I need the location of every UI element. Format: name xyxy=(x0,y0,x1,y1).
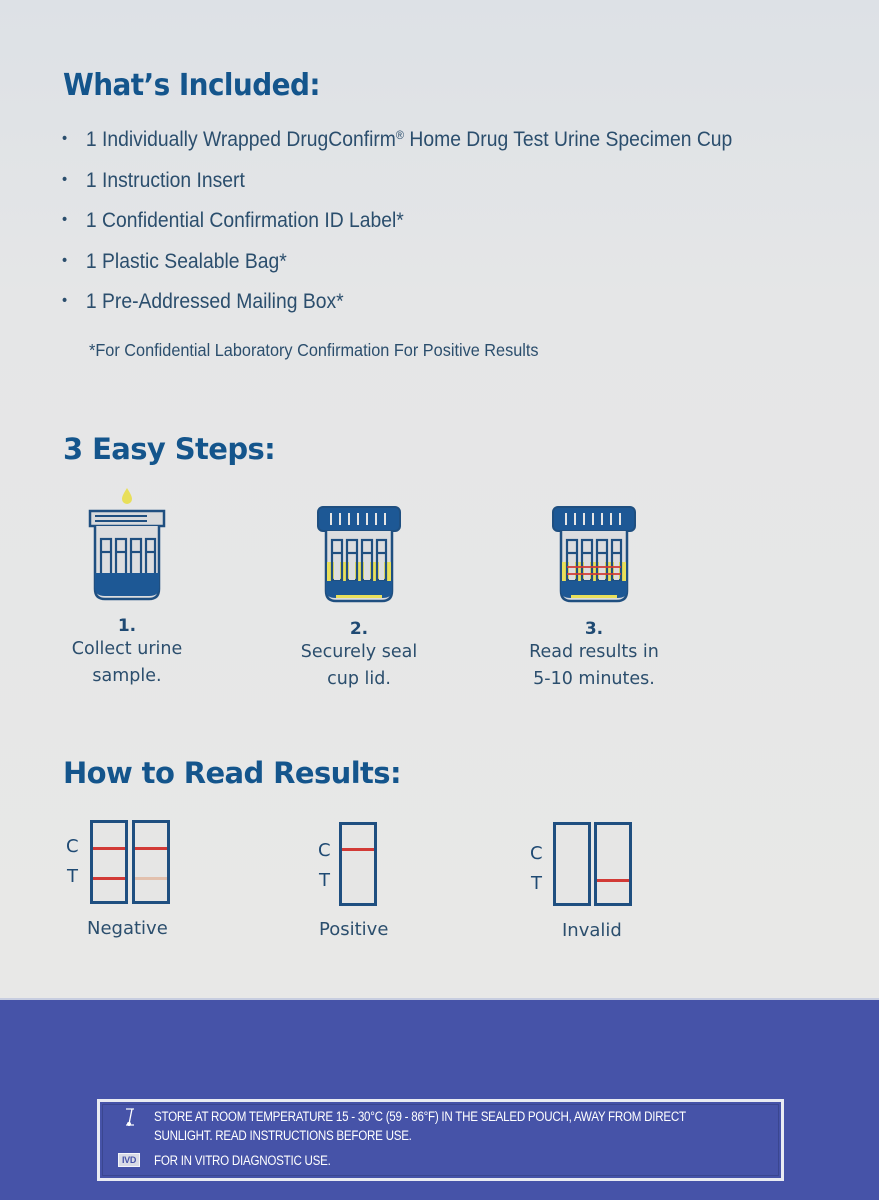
step-1 xyxy=(52,486,202,690)
control-line xyxy=(342,848,374,851)
ivd-row xyxy=(118,1151,359,1170)
step-line2: cup lid. xyxy=(327,669,391,689)
storage-line2: SUNLIGHT. READ INSTRUCTIONS BEFORE USE. xyxy=(154,1128,412,1143)
bullet-icon: • xyxy=(62,292,68,309)
step-number: 2. xyxy=(349,619,369,639)
included-item xyxy=(62,169,732,210)
storage-text xyxy=(154,1107,772,1145)
step-line1: Securely seal xyxy=(300,642,418,662)
ivd-text: FOR IN VITRO DIAGNOSTIC USE. xyxy=(154,1153,331,1168)
registered-mark: ® xyxy=(395,128,405,142)
step-line2: sample. xyxy=(92,666,162,686)
bullet-icon: • xyxy=(62,211,68,228)
test-strip xyxy=(132,820,170,904)
steps-heading: 3 Easy Steps: xyxy=(63,432,276,466)
included-item-text: 1 Pre-Addressed Mailing Box* xyxy=(85,290,344,313)
included-item-text: 1 Instruction Insert xyxy=(85,168,245,192)
test-strip xyxy=(594,822,632,906)
result-label: Invalid xyxy=(562,920,622,941)
step-line1: Collect urine xyxy=(71,639,183,659)
bullet-icon: • xyxy=(62,130,68,147)
test-line xyxy=(597,879,629,882)
control-line xyxy=(93,847,125,850)
storage-line1: STORE AT ROOM TEMPERATURE 15 - 30°C (59 - 86°F) IN THE SEALED POUCH, AWAY FROM DIRECT xyxy=(154,1109,686,1124)
storage-row xyxy=(120,1107,772,1145)
ivd-icon: IVD xyxy=(118,1153,140,1167)
control-label: C xyxy=(318,840,331,861)
test-strip xyxy=(339,822,377,906)
results-heading: How to Read Results: xyxy=(63,756,401,790)
bullet-icon: • xyxy=(62,170,68,188)
test-strip xyxy=(90,820,128,904)
test-label: T xyxy=(319,870,330,891)
included-footnote: *For Confidential Laboratory Confirmation For Positive Results xyxy=(89,340,539,360)
test-label: T xyxy=(531,873,542,894)
urine-cup-open-icon xyxy=(87,486,167,602)
included-item-text: 1 Confidential Confirmation ID Label* xyxy=(85,209,404,232)
included-item xyxy=(62,128,732,169)
step-number: 3. xyxy=(584,619,604,639)
step-number: 1. xyxy=(117,616,137,636)
test-line xyxy=(93,877,125,880)
step-line1: Read results in xyxy=(529,642,659,662)
control-label: C xyxy=(66,836,79,857)
included-item-text: 1 Individually Wrapped DrugConfirm® Home Drug Test Urine Specimen Cup xyxy=(85,128,733,151)
included-item xyxy=(62,250,732,291)
bullet-icon: • xyxy=(62,251,68,269)
temperature-limit-icon xyxy=(120,1107,140,1127)
urine-cup-results-icon xyxy=(551,505,637,603)
included-item-text: 1 Plastic Sealable Bag* xyxy=(85,249,287,273)
control-label: C xyxy=(530,843,543,864)
step-3 xyxy=(519,505,669,693)
test-label: T xyxy=(67,866,78,887)
result-label: Positive xyxy=(319,919,389,940)
included-item xyxy=(62,209,732,250)
result-label: Negative xyxy=(87,918,168,939)
step-line2: 5-10 minutes. xyxy=(533,669,655,689)
included-list xyxy=(62,128,791,331)
test-strip xyxy=(553,822,591,906)
urine-cup-sealed-icon xyxy=(316,505,402,603)
step-2 xyxy=(284,505,434,693)
included-item xyxy=(62,290,732,331)
faint-test-line xyxy=(135,877,167,880)
control-line xyxy=(135,847,167,850)
included-heading: What’s Included: xyxy=(63,68,321,103)
